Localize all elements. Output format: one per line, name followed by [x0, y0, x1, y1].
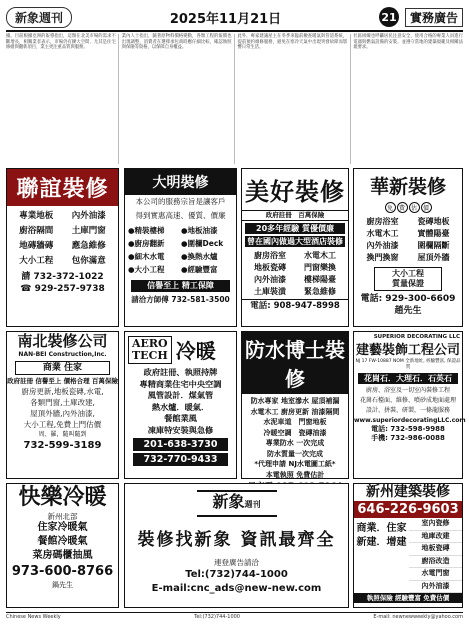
service-list [242, 394, 348, 482]
phone-number: 973-600-8766 [11, 564, 114, 579]
service-item: 餐館冷暖氣 [37, 536, 88, 547]
ad-contact-label: 連登廣告請洽 [214, 558, 259, 567]
service-item: 土庫門窗 [71, 226, 106, 236]
badge-char: 價 [421, 202, 432, 213]
phone-number: 手機: 732-986-0088 [371, 434, 445, 442]
news-article [6, 34, 463, 164]
badge-char: 費 [397, 202, 408, 213]
ad-line: 專業防水 一次完成 [265, 439, 325, 447]
article-paragraph: 據。目前根據亞洲的報導指出，這類在北美市場的需求不斷增長，相關業者表示，市場仍有擴大空間，尤其是住宅修繕與翻新項目，業主更注重品質與服務。 [6, 34, 116, 51]
page-number: 21 [379, 7, 399, 27]
ad-line: 政府註冊、執照持牌 [143, 367, 218, 377]
ad-waterproof-doctor [241, 331, 349, 479]
service-item: 門窗樂換 [304, 263, 336, 272]
phone-number: 646-226-9603 [354, 501, 462, 518]
ad-new-weekly-house [124, 483, 349, 608]
service-list [125, 223, 236, 278]
phone-number: 請洽方師傅 732-581-3500 [131, 295, 230, 304]
article-paragraph: 業內人士指出，隨著原物料價格變動，各類工程的報價也出現調整，消費者在選擇承包商時應仔細比較，確認執照與保險等資格，以保障自身權益。 [121, 34, 232, 51]
ad-subtitle: 政府註冊 信譽至上 價格合理 百萬保險 [7, 377, 118, 385]
ad-title-row [125, 332, 236, 367]
service-item: 廚浴改造 [409, 556, 462, 569]
phone-number: 電話: 929-300-6609 [360, 294, 456, 304]
ad-box [374, 267, 442, 291]
article-paragraph: 社區組織也呼籲居民注意安全，使用合格的專業人員進行電器與燃氣設備的安裝，並遵守當地的建築規範及相關法規要求。 [353, 34, 463, 51]
phone-number: ☎ 929-257-9738 [20, 284, 105, 294]
service-item: 實體陽臺 [417, 229, 450, 238]
phone-number: 201-638-3730 [133, 438, 228, 451]
ad-footer: 執照保險 經驗豐富 免費估價 [354, 593, 462, 603]
ad-nanbei-construction [6, 331, 119, 479]
service-item: 緊急維修 [304, 287, 336, 296]
ad-nj-construction [353, 483, 463, 608]
ad-subtitle: 得到實惠高速、優質、價廉 [135, 211, 226, 220]
ad-left-col [354, 518, 409, 593]
service-item: 地板瓷磚 [409, 543, 462, 556]
service-item: 土庫裝潢 [254, 287, 286, 296]
ad-happy-hvac [6, 483, 119, 608]
ad-title: 防水博士裝修 [242, 332, 348, 394]
service-item: 菜房碼櫃抽風 [32, 550, 93, 561]
ad-title: 冷暖 [175, 339, 216, 363]
ad-daming-renovation [124, 168, 237, 327]
ad-title: 新州建築裝修 [366, 484, 450, 500]
ad-english-title: SUPERIOR DECORATING LLC [373, 334, 460, 340]
ad-line: 廚房更新,地板瓷磚,水電, [21, 387, 104, 396]
ad-title-row [242, 169, 348, 210]
service-item: ●大小工程 [128, 265, 165, 274]
service-item: 水電木工 [366, 229, 399, 238]
ad-highlight: 20多年經驗 質優價廉 [245, 223, 345, 234]
phone-number: 732-770-9433 [133, 453, 228, 466]
ad-title: 大明裝修 [152, 175, 209, 191]
ad-line: 商業．住家 [356, 523, 407, 534]
ad-line: 花崗石檯面、維修、噴砂成地面處理 [359, 397, 456, 404]
header-right [379, 7, 463, 27]
service-item: ●廚房翻新 [128, 239, 165, 248]
service-list [7, 206, 118, 271]
ad-line: 防水質量一次完成 [267, 449, 323, 458]
ad-subtitle: 政府註冊 百萬保險 [242, 210, 348, 221]
ad-title: 美好裝修 [245, 178, 345, 206]
ad-title-band [125, 169, 236, 195]
ad-subtitle: 花崗石．大理石．石英石 [358, 373, 458, 384]
ad-huaxin-renovation [353, 168, 463, 327]
logo-text: 新象 [212, 492, 245, 511]
service-item: 地板瓷磚 [254, 263, 286, 272]
issue-date: 2025年11月21日 [169, 11, 282, 27]
article-paragraph: 此外，專家建議屋主在冬季來臨前檢查暖氣與管道系統，提前預約維修服務，避免在寒冷天氣中出現突發故障而影響日常生活。 [237, 34, 348, 51]
footer-center: Tel:(732)744-1000 [194, 614, 240, 620]
ad-slogan: 裝修找新象 資訊最齊全 [137, 530, 336, 550]
ad-title: 聯誼裝修 [7, 169, 118, 206]
service-item: 水電木工 [304, 251, 336, 260]
phone-number: 電話: 732-598-9988 [371, 425, 445, 433]
ad-english-title: NAN-BEI Construction,Inc. [18, 351, 107, 358]
ad-lianyi-renovation [6, 168, 119, 327]
ad-line: 水電木工 廚房更新 油漆隔間 [250, 407, 340, 416]
service-item: ●地板油漆 [181, 226, 218, 235]
logo-line: AERO [132, 336, 168, 350]
ad-title: 南北裝修公司 [17, 332, 108, 350]
email-link[interactable]: E-mail:cnc_ads@new-new.com [151, 583, 322, 594]
service-item: 包你滿意 [71, 256, 106, 266]
ad-line: 專精商業住宅中央空調 [139, 378, 222, 389]
website-link[interactable]: www.superiordecoratingLLC.com [354, 417, 466, 424]
ad-line: 新建．增建 [356, 537, 407, 548]
box-line: 大小工程 [392, 269, 424, 278]
service-list [354, 215, 462, 265]
ad-title: 華新裝修 [369, 176, 446, 198]
ad-subtitle: 本公司的服務宗旨是讓客戶 [135, 197, 226, 206]
publication-name: 新象週刊 [6, 7, 72, 28]
service-item: 地磚牆磚 [19, 241, 54, 251]
ad-box: 商業 住家 [15, 361, 110, 375]
service-item: 內外油漆 [71, 211, 106, 221]
ad-body [354, 518, 462, 593]
phone-number: 732-599-3189 [23, 440, 102, 451]
service-item: 廚房浴室 [366, 217, 399, 226]
service-list [242, 249, 348, 299]
ad-subtitle: 新州北部 [47, 512, 78, 521]
badge-char: 估 [409, 202, 420, 213]
ad-line: 熱水爐．暖氣． [151, 401, 210, 412]
service-item: 水電門窗 [409, 568, 462, 581]
page-header [6, 6, 463, 28]
ad-line: 屋頂外牆,內外油漆, [30, 409, 95, 418]
badge-char: 免 [385, 202, 396, 213]
contact-name: 趙先生 [394, 306, 422, 316]
service-item: 內外油漆 [366, 241, 399, 250]
service-item: 屋頂外牆 [417, 253, 450, 262]
box-line: 質量保證 [392, 279, 424, 288]
ad-line: 水泥車道 門窗地板 [263, 418, 327, 426]
footer-rule [6, 612, 463, 613]
footer-right: E-mail: newnewweekly@yahoo.com [373, 614, 463, 620]
ad-superior-decorating [353, 331, 466, 479]
service-item: ●精裝樓梯 [128, 226, 165, 235]
service-item: 瓷磚地板 [417, 217, 450, 226]
ad-line: 冷暖空調 瓷磚油漆 [263, 428, 327, 437]
ad-note: 周、羅，隨叫隨到 [38, 431, 87, 438]
ad-line: 設計、拼裝、研製，一條龍服務 [365, 407, 450, 414]
service-item: ●圍欄Deck [181, 239, 224, 248]
ad-line: 大小工程,免費上門估價 [23, 420, 102, 429]
ad-address: NJ 17 FW-10887 NOM 全新地址, 經驗豐富, 保證品質 [355, 359, 461, 370]
section-name: 實務廣告 [405, 8, 463, 27]
ad-highlight: 曾在國內做過大型酒店裝修 [247, 237, 343, 246]
service-item: 圍欄隔斷 [417, 241, 450, 250]
service-item: ●換熱水爐 [181, 252, 218, 261]
ad-line: 各類門窗,土庫改建, [30, 398, 95, 407]
contact-name: 鍋先生 [52, 581, 73, 589]
ad-line: 廚房、浴室及一切室內裝修工程 [365, 387, 450, 394]
service-item: 廚浴隔間 [19, 226, 54, 236]
ad-aerotech-hvac [124, 331, 237, 479]
service-item: ●經驗豐富 [181, 265, 218, 274]
ad-line: 本電執照 免費估計 [265, 470, 325, 479]
service-item: 內外油漆 [409, 581, 462, 594]
service-item: 樓梯陽臺 [304, 275, 336, 284]
ad-line: 風管設計．煤氣管 [147, 390, 214, 400]
aerotech-logo [128, 336, 172, 364]
service-item: 廚房浴室 [254, 251, 286, 260]
service-item: 應急維修 [71, 241, 106, 251]
new-weekly-logo [197, 490, 277, 517]
footer-left: Chinese News Weekly [6, 614, 61, 620]
service-item: 住家冷暖氣 [37, 522, 88, 533]
ad-line: 防水專家 地室滲水 屋頂補漏 [250, 397, 340, 405]
service-item: 內外油漆 [254, 275, 286, 284]
service-item: 地庫改建 [409, 531, 462, 544]
ad-line: 餐館業風 [164, 413, 197, 423]
service-item: ●細木水電 [128, 252, 165, 261]
page-footer [6, 614, 463, 620]
ad-slogan: 信譽至上 精工保障 [131, 280, 230, 292]
phone-number: Tel:(732)744-1000 [185, 569, 288, 580]
phone-number: 請 732-372-1022 [21, 272, 104, 282]
logo-line: TECH [132, 348, 168, 362]
ad-line: 凍庫特安裝與急修 [147, 424, 214, 435]
logo-small-text: 週刊 [244, 500, 261, 509]
service-item: 室內瓷修 [409, 518, 462, 531]
phone-number: 電話: 908-947-8998 [242, 299, 348, 313]
ad-meihao-renovation [241, 168, 349, 327]
service-list [409, 518, 462, 593]
header-rule [6, 30, 463, 32]
service-item: 專業地板 [19, 211, 54, 221]
ad-line: *代理申請 NJ水電圖工紙* [254, 460, 336, 468]
service-item: 大小工程 [19, 256, 54, 266]
ad-title: 快樂冷暖 [18, 485, 107, 510]
free-estimate-badges [354, 202, 462, 213]
service-item: 換門換窗 [366, 253, 399, 262]
ad-title: 建藝裝飾工程公司 [355, 343, 460, 358]
